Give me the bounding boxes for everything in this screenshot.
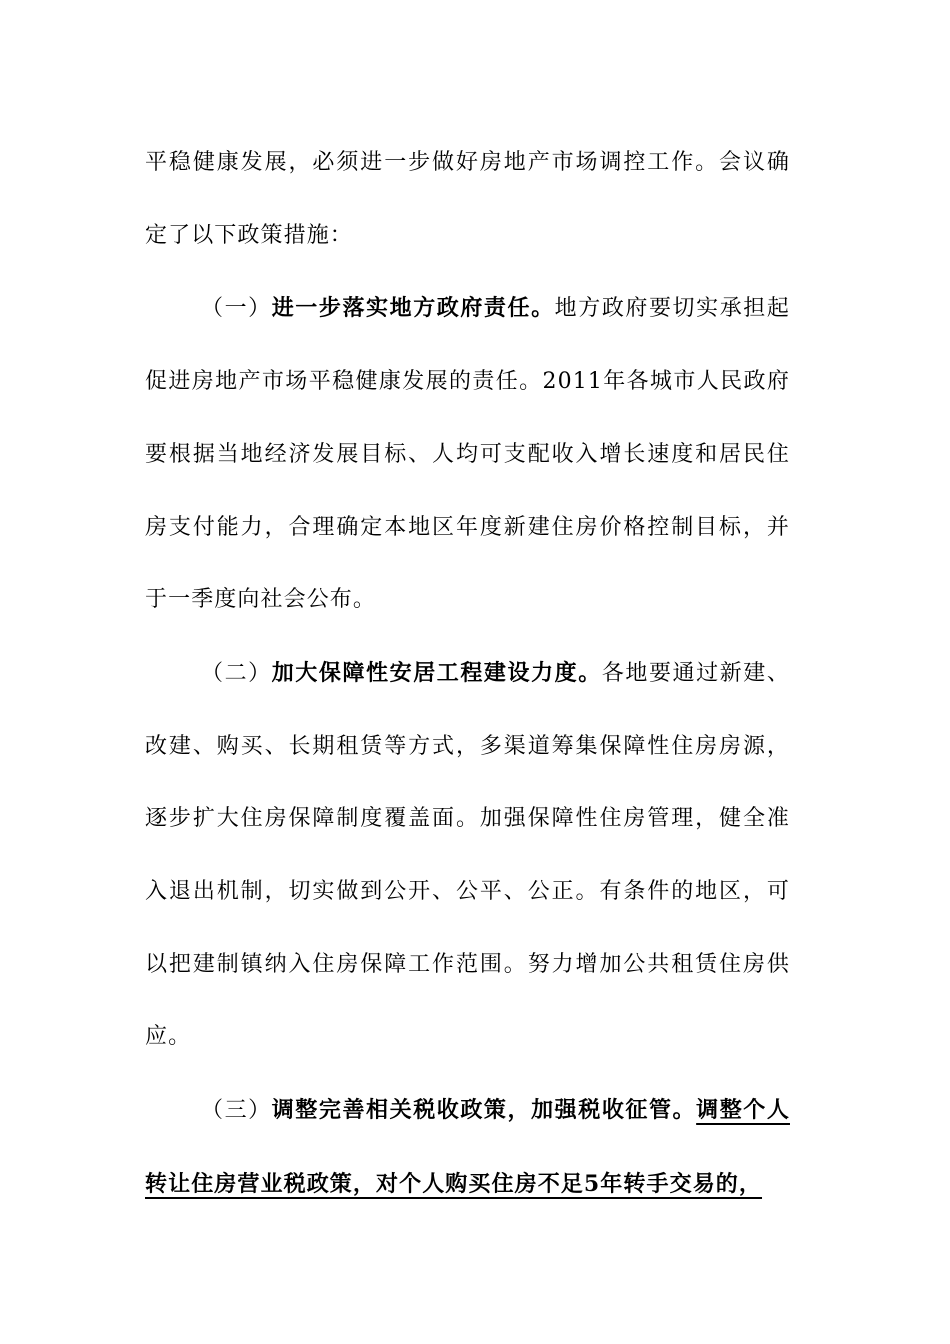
- document-body: [145, 127, 790, 1222]
- measure-3-heading: 调整完善相关税收政策，加强税收征管。: [271, 1097, 697, 1124]
- measure-2-label: （二）: [201, 660, 272, 686]
- measure-2-heading: 加大保障性安居工程建设力度。: [271, 659, 602, 686]
- measure-1-body: 地方政府要切实承担起促进房地产市场平稳健康发展的责任。2011年各城市人民政府要根据当地经济发展目标、人均可支配收入增长速度和居民住房支付能力，合理确定本地区年度新建住房价格控制目标，并于一季度向社会公布。: [145, 296, 790, 613]
- paragraph-intro: [145, 127, 790, 272]
- measure-1-label: （一）: [201, 296, 272, 322]
- measure-3-label: （三）: [201, 1098, 272, 1124]
- paragraph-intro-text: 平稳健康发展，必须进一步做好房地产市场调控工作。会议确定了以下政策措施：: [145, 150, 790, 248]
- paragraph-measure-3: [145, 1074, 790, 1221]
- paragraph-measure-2: [145, 637, 790, 1074]
- measure-3-underlined-text: 调整个人转让住房营业税政策，对个人购买住房不足5年转手交易的，: [145, 1097, 790, 1197]
- paragraph-measure-1: [145, 272, 790, 637]
- measure-1-heading: 进一步落实地方政府责任。: [271, 295, 555, 322]
- measure-2-body: 各地要通过新建、改建、购买、长期租赁等方式，多渠道筹集保障性住房房源，逐步扩大住房保障制度覆盖面。加强保障性住房管理，健全准入退出机制，切实做到公开、公平、公正。有条件的地区，可以把建制镇纳入住房保障工作范围。努力增加公共租赁住房供应。: [145, 660, 790, 1050]
